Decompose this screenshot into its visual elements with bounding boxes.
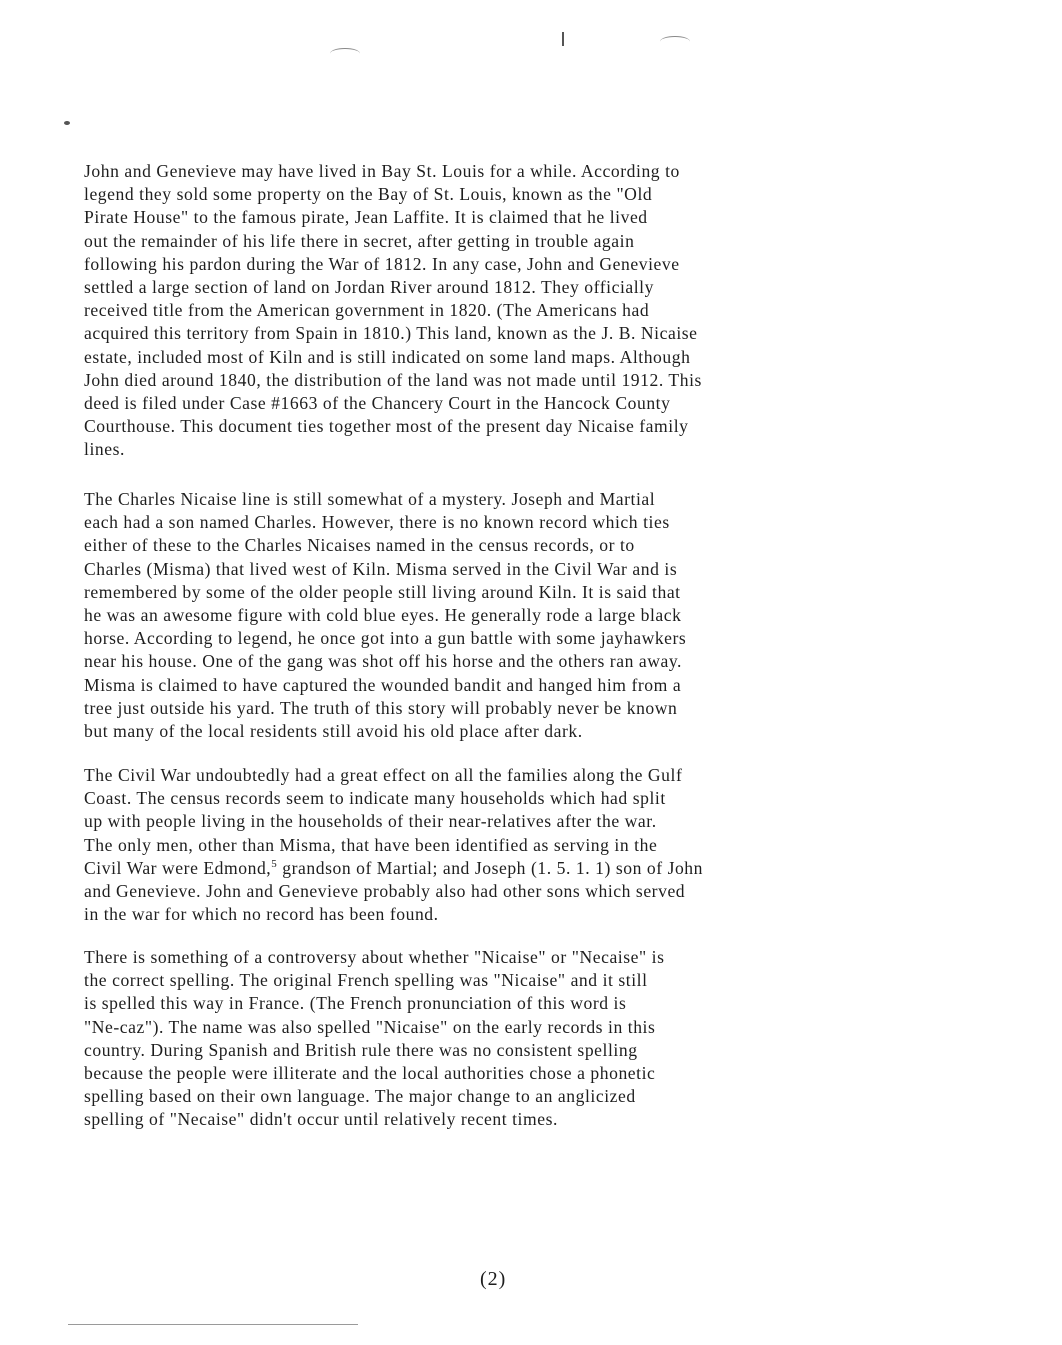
text-line: out the remainder of his life there in secret, after getting in trouble again [84,230,635,251]
text-line: remembered by some of the older people still living around Kiln. It is said that [84,581,681,602]
scan-artifact-arc [660,36,690,47]
text-line: estate, included most of Kiln and is still indicated on some land maps. Although [84,346,691,367]
text-line: The only men, other than Misma, that have been identified as serving in the [84,834,658,855]
text-line: spelling of "Necaise" didn't occur until relatively recent times. [84,1109,558,1130]
footnote-marker: 5 [271,857,278,870]
text-line: Charles (Misma) that lived west of Kiln. Misma served in the Civil War and is [84,558,678,579]
text-line: horse. According to legend, he once got into a gun battle with some jayhawkers [84,628,687,649]
text-line: up with people living in the households of their near-relatives after the war. [84,811,657,832]
text-line: either of these to the Charles Nicaises named in the census records, or to [84,535,635,556]
text-line: legend they sold some property on the Bay of St. Louis, known as the "Old [84,184,653,205]
paragraph-4 [84,946,954,1132]
text-line: near his house. One of the gang was shot off his horse and the others ran away. [84,651,682,672]
top-tick-mark [562,32,564,46]
page-number: (2) [480,1268,507,1290]
text-line: because the people were illiterate and the local authorities chose a phonetic [84,1062,656,1083]
text-line: following his pardon during the War of 1812. In any case, John and Genevieve [84,253,680,274]
text-segment: grandson of Martial; and Joseph (1. 5. 1. 1) son of John [277,857,704,878]
text-line: deed is filed under Case #1663 of the Chancery Court in the Hancock County [84,392,671,413]
paragraph-2 [84,488,954,743]
paragraph-1 [84,160,954,461]
text-line: the correct spelling. The original French spelling was "Nicaise" and it still [84,970,648,991]
text-line: and Genevieve. John and Genevieve probably also had other sons which served [84,880,686,901]
bottom-rule [68,1324,358,1325]
text-line: There is something of a controversy about whether "Nicaise" or "Necaise" is [84,947,665,967]
text-line: country. During Spanish and British rule there was no consistent spelling [84,1039,638,1060]
text-line: "Ne-caz"). The name was also spelled "Nicaise" on the early records in this [84,1016,656,1037]
text-line: Courthouse. This document ties together most of the present day Nicaise family [84,416,689,437]
text-line: spelling based on their own language. The major change to an anglicized [84,1086,636,1107]
text-line-with-footnote [84,857,954,880]
text-line: Pirate House" to the famous pirate, Jean Laffite. It is claimed that he lived [84,207,648,228]
text-line: is spelled this way in France. (The French pronunciation of this word is [84,993,627,1014]
text-line: Misma is claimed to have captured the wounded bandit and hanged him from a [84,674,682,695]
text-segment: Civil War were Edmond, [84,857,272,878]
text-line: settled a large section of land on Jordan River around 1812. They officially [84,276,654,297]
text-line: acquired this territory from Spain in 1810.) This land, known as the J. B. Nicaise [84,323,698,344]
text-line: Coast. The census records seem to indicate many households which had split [84,788,666,809]
text-line: The Charles Nicaise line is still somewhat of a mystery. Joseph and Martial [84,489,656,509]
text-line: tree just outside his yard. The truth of this story will probably never be known [84,697,678,718]
text-line: lines. [84,439,125,460]
text-line: each had a son named Charles. However, there is no known record which ties [84,512,670,533]
text-line: he was an awesome figure with cold blue eyes. He generally rode a large black [84,604,682,625]
text-line: but many of the local residents still avoid his old place after dark. [84,720,583,741]
scan-artifact-arc [330,48,360,59]
text-line: in the war for which no record has been found. [84,904,439,925]
text-line: John died around 1840, the distribution of the land was not made until 1912. This [84,369,702,390]
scan-speck [64,121,70,125]
paragraph-3 [84,764,954,926]
text-line: John and Genevieve may have lived in Bay St. Louis for a while. According to [84,161,680,181]
text-line: The Civil War undoubtedly had a great effect on all the families along the Gulf [84,765,683,785]
text-line: received title from the American government in 1820. (The Americans had [84,300,650,321]
